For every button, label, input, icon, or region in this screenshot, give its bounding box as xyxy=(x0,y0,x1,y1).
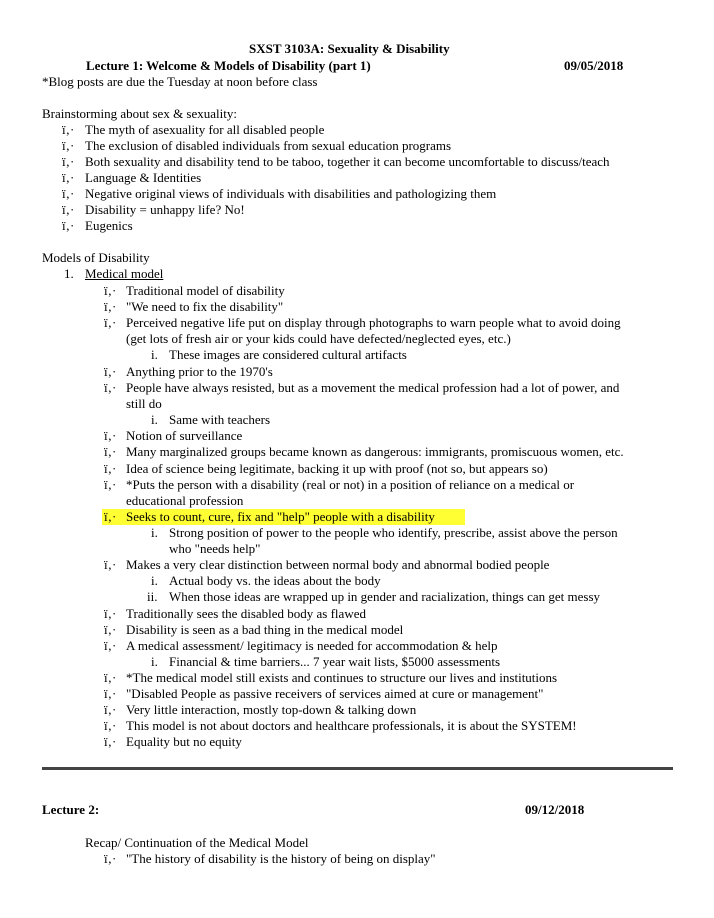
bullet-icon: ï‚· xyxy=(104,670,117,685)
bullet-icon: ï‚· xyxy=(62,154,75,169)
lecture-2-title: Lecture 2: xyxy=(42,802,100,817)
bullet-icon: ï‚· xyxy=(104,315,117,330)
list-item: ï‚· "Disabled People as passive receivers of services aimed at cure or management" xyxy=(104,686,544,701)
list-item: ï‚· Very little interaction, mostly top-down & talking down xyxy=(104,702,417,717)
sub-item: ii. When those ideas are wrapped up in gender and racialization, things can get messy xyxy=(147,589,601,604)
medical-model-number: 1. xyxy=(64,266,74,281)
list-item: ï‚· Traditional model of disability xyxy=(104,283,285,298)
models-heading: Models of Disability xyxy=(42,250,150,265)
list-item: ï‚· Idea of science being legitimate, backing it up with proof (not so, but appears so) xyxy=(104,461,548,476)
list-item: ï‚· Disability is seen as a bad thing in the medical model xyxy=(104,622,404,637)
recap-heading: Recap/ Continuation of the Medical Model xyxy=(85,835,309,850)
list-item: ï‚· *The medical model still exists and continues to structure our lives and institutions xyxy=(104,670,558,685)
sub-item-continuation: who "needs help" xyxy=(169,541,261,556)
bullet-icon: ï‚· xyxy=(104,380,117,395)
bullet-icon: ï‚· xyxy=(104,557,117,572)
list-item: ï‚· Makes a very clear distinction between normal body and abnormal bodied people xyxy=(104,557,550,572)
bullet-icon: ï‚· xyxy=(62,170,75,185)
list-item-continuation: still do xyxy=(126,396,162,411)
bullet-icon: ï‚· xyxy=(104,702,117,717)
list-item: ï‚· Traditionally sees the disabled body as flawed xyxy=(104,606,366,621)
roman-numeral: i. xyxy=(151,347,158,362)
bullet-icon: ï‚· xyxy=(62,138,75,153)
list-item: ï‚· Both sexuality and disability tend to be taboo, together it can become uncomfortable to discuss/teach xyxy=(62,154,610,169)
course-title: SXST 3103A: Sexuality & Disability xyxy=(249,41,450,56)
bullet-icon: ï‚· xyxy=(104,428,117,443)
bullet-icon: ï‚· xyxy=(104,461,117,476)
bullet-icon: ï‚· xyxy=(104,444,117,459)
roman-numeral: i. xyxy=(151,573,158,588)
medical-model-label: Medical model xyxy=(85,266,164,281)
bullet-icon: ï‚· xyxy=(62,186,75,201)
list-item: ï‚· Perceived negative life put on display through photographs to warn people what to avoid doing xyxy=(104,315,621,330)
bullet-icon: ï‚· xyxy=(104,622,117,637)
list-item-continuation: (get lots of fresh air or your kids could have defected/neglected eyes, etc.) xyxy=(126,331,511,346)
list-item-continuation: educational profession xyxy=(126,493,244,508)
list-item: ï‚· Equality but no equity xyxy=(104,734,242,749)
list-item: ï‚· Negative original views of individuals with disabilities and pathologizing them xyxy=(62,186,497,201)
bullet-icon: ï‚· xyxy=(104,686,117,701)
list-item: ï‚· This model is not about doctors and healthcare professionals, it is about the SYSTEM! xyxy=(104,718,577,733)
bullet-icon: ï‚· xyxy=(62,202,75,217)
bullet-icon: ï‚· xyxy=(104,477,117,492)
roman-numeral: i. xyxy=(151,412,158,427)
list-item: ï‚· *Puts the person with a disability (real or not) in a position of reliance on a medical or xyxy=(104,477,575,492)
bullet-icon: ï‚· xyxy=(104,364,117,379)
list-item: ï‚· Eugenics xyxy=(62,218,133,233)
lecture-1-title: Lecture 1: Welcome & Models of Disability (part 1) xyxy=(86,58,371,73)
list-item: ï‚· Many marginalized groups became known as dangerous: immigrants, promiscuous women, etc. xyxy=(104,444,624,459)
roman-numeral: i. xyxy=(151,525,158,540)
list-item: ï‚· The exclusion of disabled individuals from sexual education programs xyxy=(62,138,452,153)
list-item: ï‚· Anything prior to the 1970's xyxy=(104,364,273,379)
list-item: ï‚· People have always resisted, but as a movement the medical profession had a lot of power, and xyxy=(104,380,620,395)
sub-item: i. Actual body vs. the ideas about the body xyxy=(151,573,381,588)
list-item: ï‚· "The history of disability is the history of being on display" xyxy=(104,851,436,866)
lecture-2-date: 09/12/2018 xyxy=(525,802,585,817)
sub-item: i. These images are considered cultural artifacts xyxy=(151,347,407,362)
bullet-icon: ï‚· xyxy=(104,299,117,314)
list-item: ï‚· The myth of asexuality for all disabled people xyxy=(62,122,325,137)
sub-item: i. Financial & time barriers... 7 year wait lists, $5000 assessments xyxy=(151,654,501,669)
brainstorm-heading: Brainstorming about sex & sexuality: xyxy=(42,106,237,121)
bullet-icon: ï‚· xyxy=(104,734,117,749)
bullet-icon: ï‚· xyxy=(62,218,75,233)
bullet-icon: ï‚· xyxy=(104,509,117,524)
bullet-icon: ï‚· xyxy=(104,718,117,733)
list-item: ï‚· Disability = unhappy life? No! xyxy=(62,202,245,217)
list-item: ï‚· Language & Identities xyxy=(62,170,202,185)
list-item: ï‚· Notion of surveillance xyxy=(104,428,243,443)
highlighted-list-item: ï‚· Seeks to count, cure, fix and "help" people with a disability xyxy=(0,509,714,525)
list-item: ï‚· "We need to fix the disability" xyxy=(104,299,284,314)
bullet-icon: ï‚· xyxy=(104,606,117,621)
bullet-icon: ï‚· xyxy=(104,283,117,298)
bullet-icon: ï‚· xyxy=(104,851,117,866)
bullet-icon: ï‚· xyxy=(104,638,117,653)
list-item: ï‚· A medical assessment/ legitimacy is needed for accommodation & help xyxy=(104,638,498,653)
lecture-1-date: 09/05/2018 xyxy=(564,58,624,73)
section-divider xyxy=(42,767,673,770)
bullet-icon: ï‚· xyxy=(62,122,75,137)
blog-note: *Blog posts are due the Tuesday at noon before class xyxy=(42,74,318,89)
roman-numeral: ii. xyxy=(147,589,158,604)
sub-item: i. Strong position of power to the people who identify, prescribe, assist above the person xyxy=(151,525,618,540)
sub-item: i. Same with teachers xyxy=(151,412,271,427)
roman-numeral: i. xyxy=(151,654,158,669)
